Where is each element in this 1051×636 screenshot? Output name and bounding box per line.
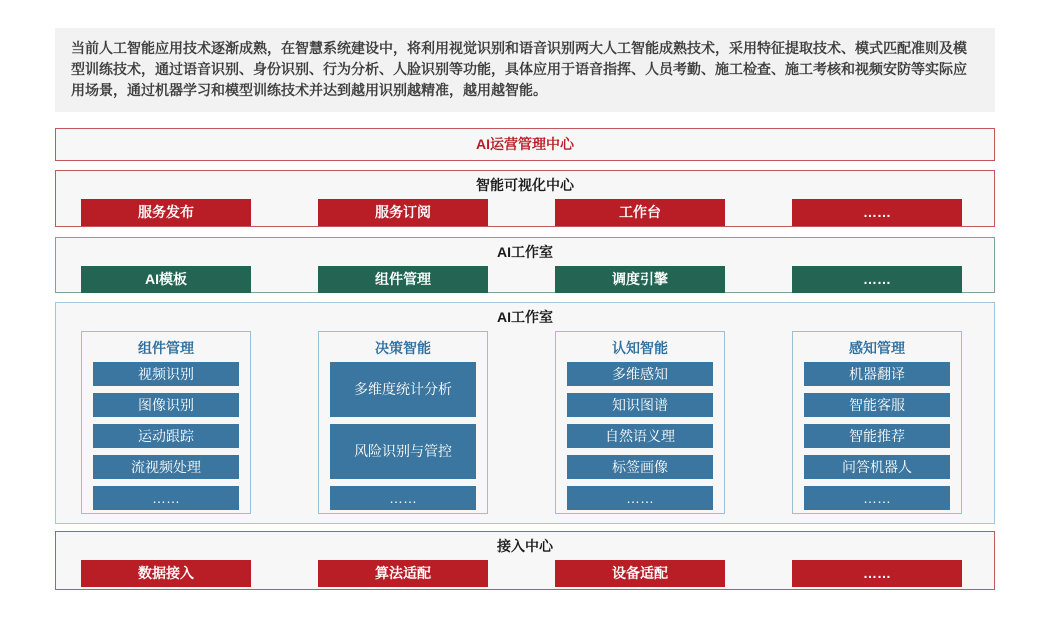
ai-studio-button-row — [56, 261, 994, 293]
section-title-ai-workspace: AI工作室 — [497, 309, 553, 325]
node-risk-control: 风险识别与管控 — [330, 424, 476, 479]
node-service-publish: 服务发布 — [81, 199, 251, 226]
column-title: 决策智能 — [375, 340, 431, 356]
node-image-recognition: 图像识别 — [93, 393, 239, 417]
column-title: 认知智能 — [612, 340, 668, 356]
section-access-center — [55, 531, 995, 590]
section-ai-ops-center — [55, 128, 995, 161]
workspace-column-perception-mgmt — [792, 331, 962, 514]
node-multidim-perception: 多维感知 — [567, 362, 713, 386]
node-visual-more: …… — [792, 199, 962, 226]
node-qa-robot: 问答机器人 — [804, 455, 950, 479]
node-workbench: 工作台 — [555, 199, 725, 226]
node-nlp: 自然语义理 — [567, 424, 713, 448]
node-service-subscribe: 服务订阅 — [318, 199, 488, 226]
node-knowledge-graph: 知识图谱 — [567, 393, 713, 417]
node-studio-more: …… — [792, 266, 962, 293]
node-machine-translation: 机器翻译 — [804, 362, 950, 386]
node-column1-more: …… — [93, 486, 239, 510]
node-component-mgmt: 组件管理 — [318, 266, 488, 293]
node-data-access: 数据接入 — [81, 560, 251, 587]
section-title-ai-studio: AI工作室 — [497, 244, 553, 260]
node-ai-template: AI模板 — [81, 266, 251, 293]
node-column4-more: …… — [804, 486, 950, 510]
workspace-column-cognitive-intelligence — [555, 331, 725, 514]
node-column2-more: …… — [330, 486, 476, 510]
workspace-column-component-mgmt — [81, 331, 251, 514]
node-device-adapt: 设备适配 — [555, 560, 725, 587]
node-algorithm-adapt: 算法适配 — [318, 560, 488, 587]
node-motion-tracking: 运动跟踪 — [93, 424, 239, 448]
node-video-recognition: 视频识别 — [93, 362, 239, 386]
access-center-button-row — [56, 555, 994, 587]
column-title: 感知管理 — [849, 340, 905, 356]
section-ai-studio — [55, 237, 995, 293]
workspace-column-decision-intelligence — [318, 331, 488, 514]
node-multidim-statistics: 多维度统计分析 — [330, 362, 476, 417]
node-smart-customer-service: 智能客服 — [804, 393, 950, 417]
section-title-access-center: 接入中心 — [497, 538, 553, 554]
intro-paragraph: 当前人工智能应用技术逐渐成熟，在智慧系统建设中，将利用视觉识别和语音识别两大人工智能成熟技术，采用特征提取技术、模式匹配准则及模型训练技术，通过语音识别、身份识别、行为分析、人脸识别等功能，具体应用于语音指挥、人员考勤、施工检查、施工考核和视频安防等实际应用场景，通过机器学习和模型训练技术并达到越用识别越精准，越用越智能。 — [55, 28, 995, 112]
section-visual-center — [55, 170, 995, 227]
node-tag-portrait: 标签画像 — [567, 455, 713, 479]
node-column3-more: …… — [567, 486, 713, 510]
node-stream-video-processing: 流视频处理 — [93, 455, 239, 479]
column-title: 组件管理 — [138, 340, 194, 356]
node-schedule-engine: 调度引擎 — [555, 266, 725, 293]
section-title-visual-center: 智能可视化中心 — [476, 177, 574, 193]
section-ai-workspace — [55, 302, 995, 524]
visual-center-button-row — [56, 194, 994, 226]
section-title-ai-ops: AI运营管理中心 — [476, 136, 574, 152]
node-access-more: …… — [792, 560, 962, 587]
node-smart-recommendation: 智能推荐 — [804, 424, 950, 448]
workspace-columns — [56, 326, 994, 514]
